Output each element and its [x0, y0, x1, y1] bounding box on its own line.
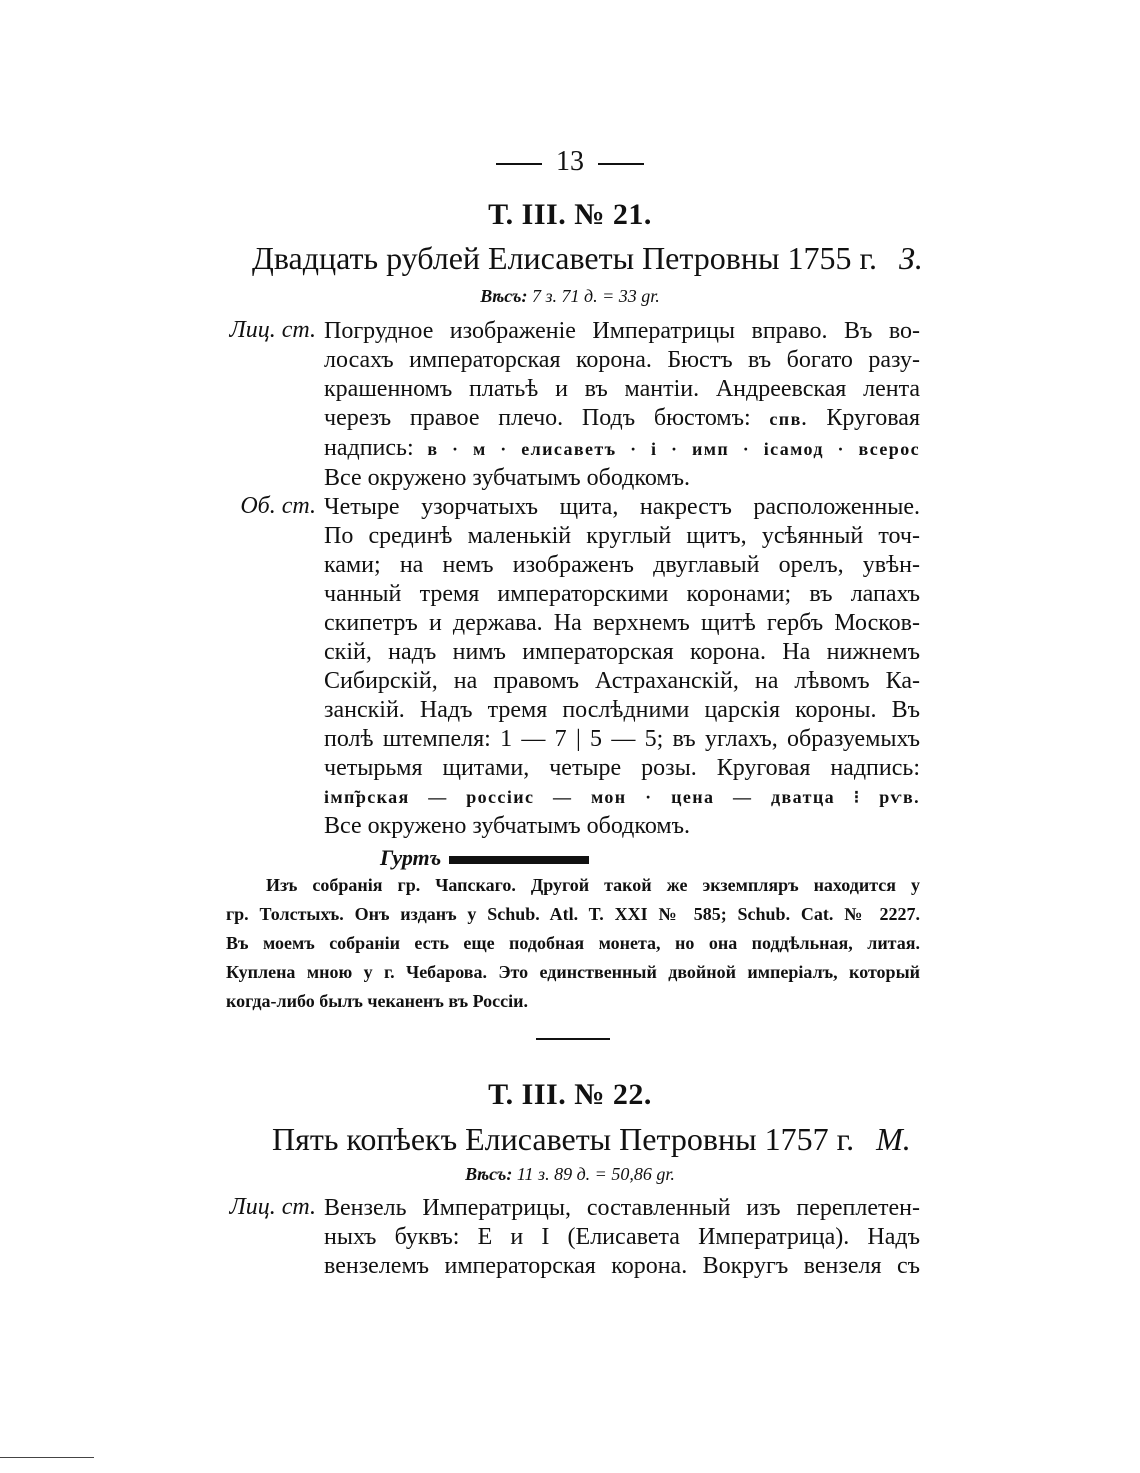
entry-21-note-line: Куплена мною у г. Чебарова. Это единственный двойной имперіалъ, который — [226, 962, 920, 982]
entry-21-title-text: Двадцать рублей Елисаветы Петровны 1755 г. — [252, 240, 877, 276]
entry-21-reverse-line: полѣ штемпеля: 1 — 7 | 5 — 5; въ углахъ, образуемыхъ — [324, 726, 920, 752]
entry-21-weight-label: Вѣсъ: — [480, 286, 528, 306]
entry-21-reverse-line: скипетръ и держава. На верхнемъ щитѣ гербъ Москов- — [324, 610, 920, 636]
entry-21-inscription-prefix: надпись: — [324, 435, 414, 461]
entry-22-obverse-label: Лиц. ст. — [229, 1194, 316, 1220]
entry-21-reverse-line: По срединѣ маленькій круглый щитъ, усѣянный точ- — [324, 523, 920, 549]
entry-21-obverse-line: Погрудное изображеніе Императрицы вправо. Въ во- — [324, 318, 920, 344]
entry-21-obverse-line-with-mark — [324, 404, 920, 434]
scan-crop-mark — [0, 1457, 94, 1458]
entry-21-reverse-label: Об. ст. — [240, 493, 316, 519]
entry-22-title-text: Пять копѣекъ Елисаветы Петровны 1757 г. — [272, 1121, 855, 1157]
entry-21-obverse-label: Лиц. ст. — [229, 317, 316, 343]
entry-21-reverse-line: Четыре узорчатыхъ щита, накрестъ расположенные. — [324, 494, 920, 520]
entry-21-note-line: гр. Толстыхъ. Онъ изданъ у Schub. Atl. T. XXI № 585; Schub. Cat. № 2227. — [226, 904, 920, 924]
entry-22-obverse-line: Вензель Императрицы, составленный изъ переплетен- — [324, 1195, 920, 1221]
entry-21-obverse-line: черезъ правое плечо. Подъ бюстомъ: — [324, 405, 751, 431]
entry-21-heading: Т. III. № 21. — [488, 198, 652, 231]
entry-21-reverse-end: Все окружено зубчатымъ ободкомъ. — [324, 813, 690, 839]
entry-21-reverse-line: чанный тремя императорскими коронами; въ лапахъ — [324, 581, 920, 607]
entry-21-obverse-text — [324, 317, 920, 493]
entry-21-reverse-inscription: імп̃рская — россіис — мон · цена — дватца ⁝ рѵв. — [324, 787, 920, 807]
entry-21-edge-label: Гуртъ — [380, 845, 442, 870]
page-number-dash-left — [496, 163, 542, 165]
entry-21-weight-value: 7 з. 71 д. = 33 gr. — [531, 286, 660, 306]
entry-21-obverse-line: лосахъ императорская корона. Бюстъ въ богато разу- — [324, 347, 920, 373]
entry-21-inscription-line — [324, 434, 920, 464]
entry-21-reverse-text — [324, 493, 920, 841]
entry-21-note-line: Изъ собранія гр. Чапскаго. Другой такой же экземпляръ находится у — [266, 875, 920, 895]
entry-21-title-tag: З. — [899, 240, 923, 276]
entry-22-title — [272, 1121, 911, 1158]
entry-22-weight-value: 11 з. 89 д. = 50,86 gr. — [516, 1164, 675, 1184]
entry-21-reverse-line: ками; на немъ изображенъ двуглавый орелъ, увѣн- — [324, 552, 920, 578]
section-divider — [536, 1038, 610, 1040]
entry-22-obverse-line: ныхъ буквъ: Е и І (Елисавета Императрица). Надъ — [324, 1224, 920, 1250]
entry-22-obverse-line: вензелемъ императорская корона. Вокругъ вензеля съ — [324, 1253, 920, 1279]
page-number-dash-right — [598, 163, 644, 165]
entry-21-reverse-line: четырьмя щитами, четыре розы. Круговая надпись: — [324, 755, 920, 781]
entry-21-obverse-after-mark: Круговая — [826, 405, 920, 431]
page-number — [0, 146, 1140, 178]
entry-21-obverse-end: Все окружено зубчатымъ ободкомъ. — [324, 465, 690, 491]
entry-21-title — [252, 240, 923, 277]
entry-21-note — [226, 871, 920, 1016]
entry-22-weight — [0, 1164, 1140, 1185]
entry-22-title-tag: М. — [876, 1121, 911, 1157]
entry-21-mint-mark: спв. — [769, 409, 808, 429]
entry-21-reverse-line: Сибирскій, на правомъ Астраханскій, на лѣвомъ Ка- — [324, 668, 920, 694]
entry-21-edge — [380, 845, 589, 871]
entry-22-weight-label: Вѣсъ: — [465, 1164, 513, 1184]
edge-pattern-bar — [449, 856, 589, 864]
entry-21-reverse-line: занскій. Надъ тремя послѣдними царскія короны. Въ — [324, 697, 920, 723]
entry-22-obverse-text — [324, 1194, 920, 1281]
entry-22-heading: Т. III. № 22. — [488, 1078, 652, 1111]
entry-21-note-line: когда-либо былъ чеканенъ въ Россіи. — [226, 991, 529, 1011]
entry-21-note-line: Въ моемъ собраніи есть еще подобная монета, но она поддѣльная, литая. — [226, 933, 920, 953]
page-number-text: 13 — [556, 146, 584, 177]
entry-21-reverse-line: скій, надъ нимъ императорская корона. На нижнемъ — [324, 639, 920, 665]
entry-21-obverse-line: крашенномъ платьѣ и въ мантіи. Андреевская лента — [324, 376, 920, 402]
entry-21-obverse-inscription: в · м · елисаветъ · і · имп · ісамод · всерос — [427, 439, 920, 459]
entry-21-weight — [0, 286, 1140, 307]
